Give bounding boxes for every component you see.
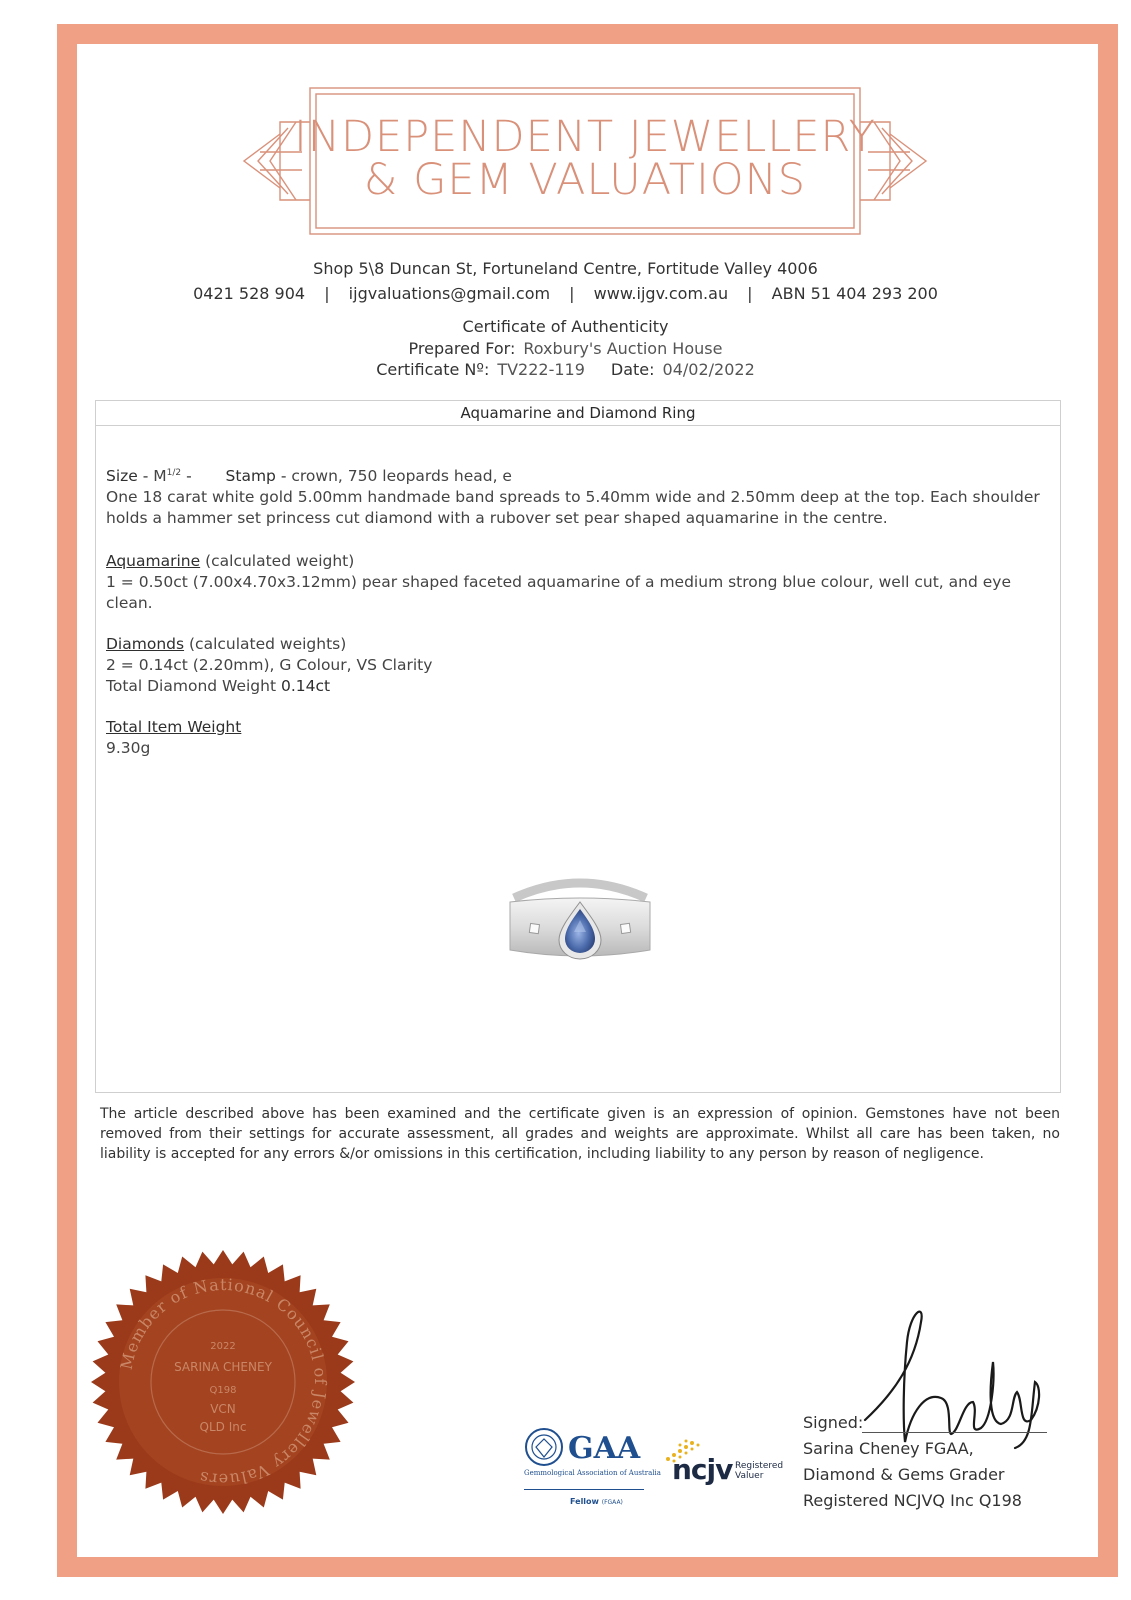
seal-number: Q198: [209, 1385, 237, 1396]
logo-text-line2: & GEM VALUATIONS: [363, 155, 807, 205]
gaa-fellow: Fellow (FGAA): [570, 1497, 623, 1506]
total-item-heading: Total Item Weight: [106, 718, 242, 737]
gaa-full-name: Gemmological Association of Australia: [524, 1469, 661, 1477]
gaa-divider: [524, 1489, 644, 1490]
diamonds-heading-line: [106, 634, 1046, 655]
aquamarine-heading-line: [106, 551, 1046, 572]
disclaimer-text: The article described above has been examined and the certificate given is an expression of opinion. Gemstones have not been removed from their settings for accurate assessment, all grades and weights are approximate. Whilst all care has been taken, no liability is accepted for any errors &/or omissions in this certification, including liability to any person by reason of negligence.: [100, 1106, 1060, 1162]
signature-block: [803, 1410, 1022, 1514]
prepared-for: [0, 338, 1131, 359]
abn: ABN 51 404 293 200: [771, 284, 938, 303]
total-diamond-value: 0.14ct: [280, 677, 331, 696]
gaa-badge: [524, 1425, 661, 1515]
seal-state: QLD Inc: [199, 1420, 247, 1434]
ncjv-wordmark: ncjv: [672, 1453, 733, 1486]
item-title: Aquamarine and Diamond Ring: [96, 401, 1060, 426]
ncjv-badge: [660, 1435, 790, 1495]
certificate-number-label: Certificate Nº:: [376, 360, 490, 379]
separator: |: [569, 284, 575, 303]
seal-name: SARINA CHENEY: [174, 1360, 272, 1374]
total-item-value: 9.30g: [106, 739, 151, 758]
size-value: $M^{1/2}$: [153, 467, 182, 486]
diamonds-heading: Diamonds: [106, 635, 185, 654]
logo-text-line1: INDEPENDENT JEWELLERY: [294, 112, 876, 162]
certificate-number-value: TV222-119: [497, 360, 585, 379]
company-logo: [240, 82, 930, 240]
email-address: ijgvaluations@gmail.com: [348, 284, 551, 303]
diamonds-detail: 2 = 0.14ct (2.20mm), G Colour, VS Clarity: [106, 656, 433, 675]
signed-label: Signed:: [803, 1413, 864, 1432]
address: Shop 5\8 Duncan St, Fortuneland Centre, Fortitude Valley 4006: [313, 259, 818, 278]
item-details-box: [95, 400, 1061, 1093]
certificate-heading: Certificate of Authenticity: [462, 317, 669, 336]
total-diamond-weight: [106, 676, 1046, 697]
size-label: Size -: [106, 467, 149, 486]
certificate-number-row: [0, 359, 1131, 380]
signer-title: Diamond & Gems Grader: [803, 1465, 1005, 1484]
signer-registration: Registered NCJVQ Inc Q198: [803, 1491, 1022, 1510]
aquamarine-note: (calculated weight): [205, 552, 355, 571]
ncjv-registered-valuer: Registered Valuer: [735, 1461, 784, 1481]
gaa-wordmark: GAA: [568, 1431, 641, 1466]
date-value: 04/02/2022: [662, 360, 755, 379]
seal-vcn: VCN: [210, 1402, 236, 1416]
separator: |: [747, 284, 753, 303]
stamp-label: Stamp -: [225, 467, 287, 486]
stamp-value: crown, 750 leopards head, e: [291, 467, 512, 486]
aquamarine-detail: 1 = 0.50ct (7.00x4.70x3.12mm) pear shaped faceted aquamarine of a medium strong blue colour, well cut, and eye clean.: [106, 573, 1011, 613]
item-description: [106, 463, 1046, 759]
address-line: [0, 259, 1131, 278]
total-diamond-label: Total Diamond Weight: [106, 677, 277, 696]
separator: |: [324, 284, 330, 303]
prepared-for-label: Prepared For:: [408, 339, 516, 358]
date-label: Date:: [610, 360, 655, 379]
size-dash: -: [186, 467, 192, 486]
phone-number: 0421 528 904: [193, 284, 306, 303]
prepared-for-value: Roxbury's Auction House: [523, 339, 723, 358]
signer-name: Sarina Cheney FGAA,: [803, 1439, 974, 1458]
seal-year: 2022: [210, 1341, 236, 1352]
size-stamp-line: [106, 463, 1046, 487]
ring-description: One 18 carat white gold 5.00mm handmade band spreads to 5.40mm wide and 2.50mm deep at the top. Each shoulder holds a hammer set princess cut diamond with a rubover set pear shaped aquamarine in the centre.: [106, 488, 1040, 528]
diamonds-note: (calculated weights): [189, 635, 347, 654]
website: www.ijgv.com.au: [593, 284, 729, 303]
ncjv-member-seal: [88, 1247, 358, 1517]
contact-line: [0, 284, 1131, 303]
aquamarine-heading: Aquamarine: [106, 552, 201, 571]
seal-ring-text: Member of National Council of Jewellery Valuers: [116, 1274, 331, 1490]
ring-photo: [500, 874, 660, 969]
gaa-globe-icon: [524, 1427, 564, 1467]
